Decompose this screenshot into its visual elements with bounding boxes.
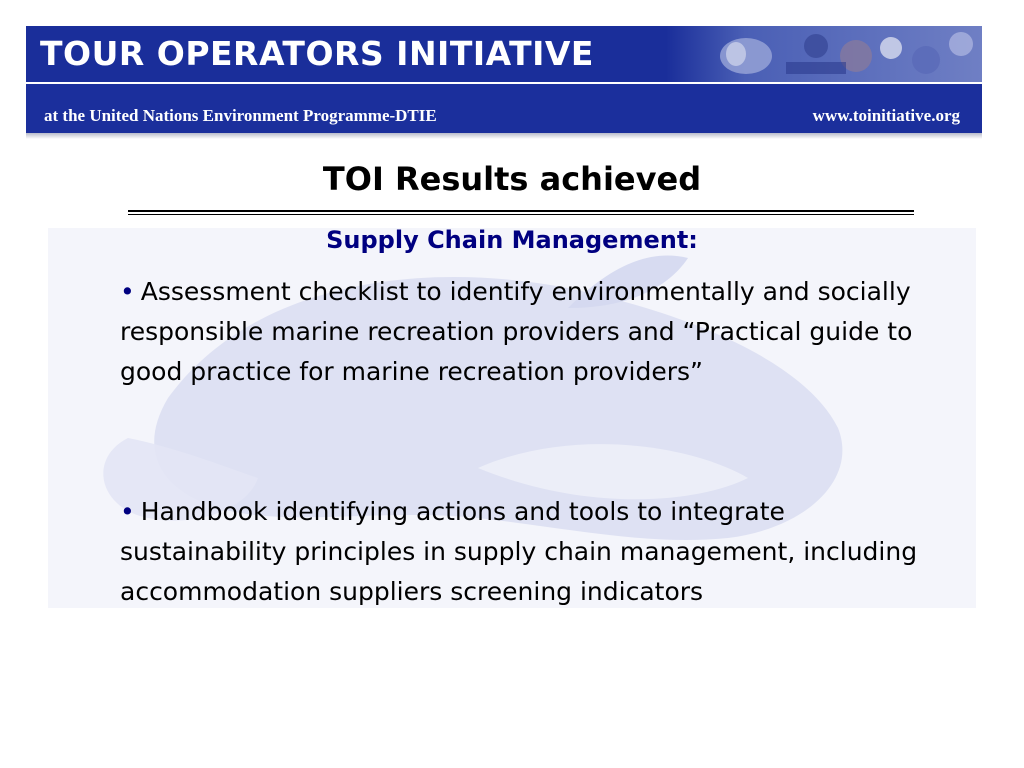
bullet-item (120, 272, 930, 392)
banner-shadow (26, 133, 982, 139)
header-banner (26, 26, 982, 133)
banner-subtitle: at the United Nations Environment Programme-DTIE (44, 106, 437, 125)
banner-url: www.toinitiative.org (812, 106, 960, 125)
slide-title: TOI Results achieved (322, 160, 702, 198)
bullet-item (120, 492, 930, 612)
banner-title: TOUR OPERATORS INITIATIVE (40, 34, 594, 73)
title-rule (128, 210, 914, 215)
bullet-marker: • (120, 497, 135, 526)
bullet-marker: • (120, 277, 135, 306)
bullet-text: Assessment checklist to identify environmentally and socially responsible marine recreation providers and “Practical guide to good practice for marine recreation providers” (120, 277, 913, 386)
banner-collage-image (666, 26, 982, 82)
bullet-text: Handbook identifying actions and tools to integrate sustainability principles in supply chain management, including accommodation suppliers screening indicators (120, 497, 918, 606)
section-heading: Supply Chain Management: (326, 226, 698, 254)
